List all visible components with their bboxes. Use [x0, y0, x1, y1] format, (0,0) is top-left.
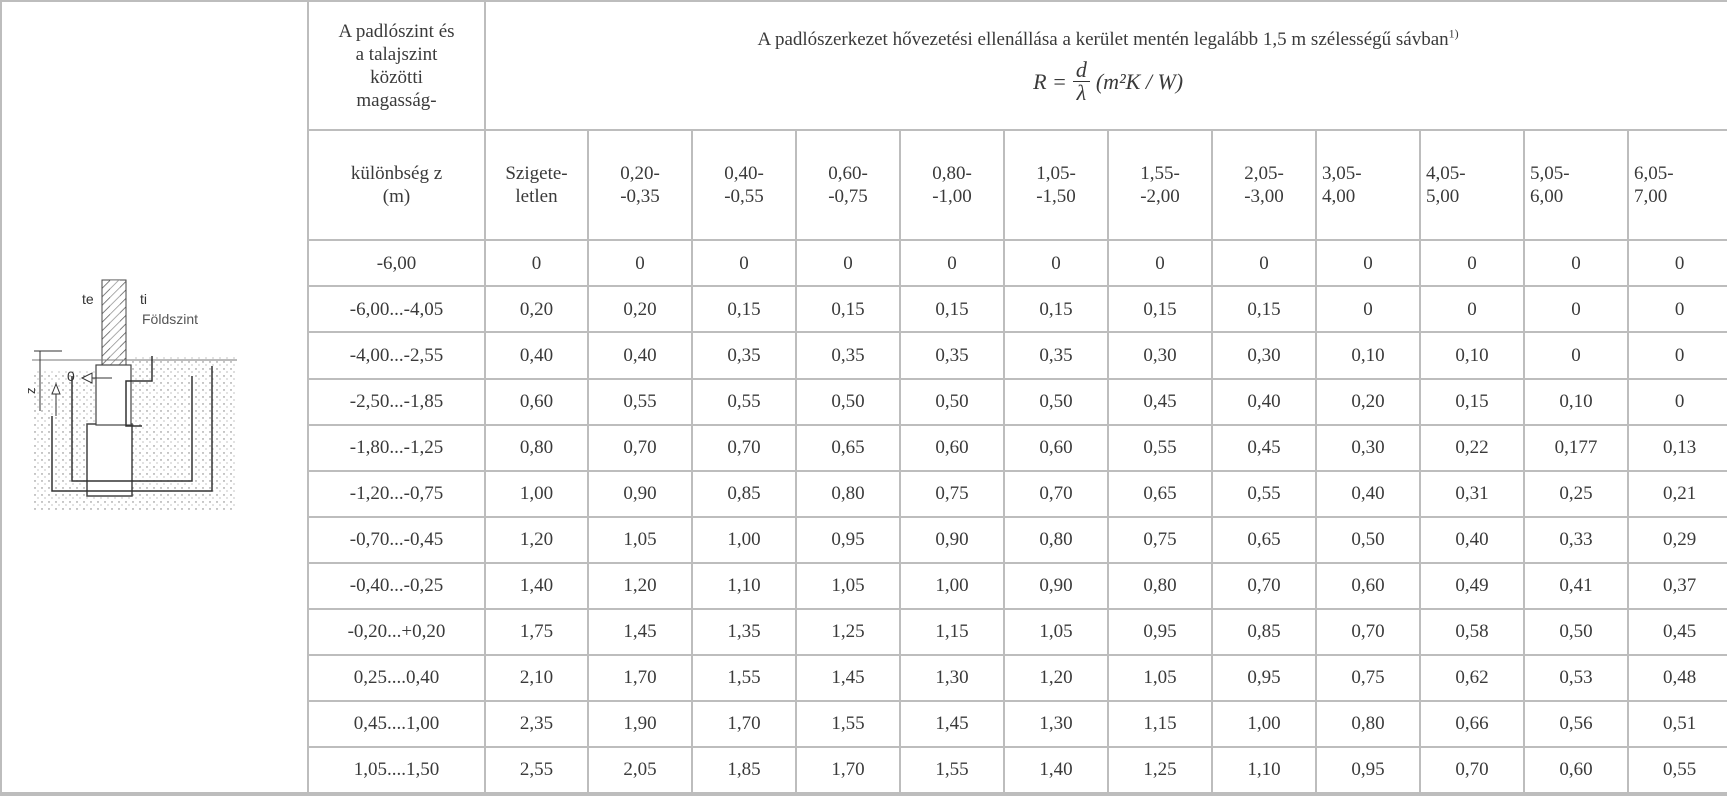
- column-header: [1524, 130, 1628, 240]
- column-header: [900, 130, 1004, 240]
- resistance-value-cell: 0,35: [1004, 332, 1108, 378]
- resistance-title-cell: [485, 1, 1727, 130]
- resistance-value-cell: 1,75: [485, 609, 588, 655]
- resistance-value-cell: 0,80: [485, 425, 588, 471]
- column-header: [1316, 130, 1420, 240]
- z-value-cell: -6,00...-4,05: [308, 286, 485, 332]
- resistance-value-cell: 0,75: [1108, 517, 1212, 563]
- resistance-value-cell: 0,25: [1524, 471, 1628, 517]
- resistance-value-cell: 1,45: [900, 701, 1004, 747]
- formula-fraction: [1073, 56, 1090, 105]
- resistance-value-cell: 0,80: [1316, 701, 1420, 747]
- z-label: z: [23, 387, 38, 394]
- resistance-value-cell: 0,65: [1108, 471, 1212, 517]
- resistance-value-cell: 0: [692, 240, 796, 286]
- height-diff-line: A padlószint és: [338, 20, 455, 42]
- resistance-value-cell: 0,15: [1212, 286, 1316, 332]
- resistance-value-cell: 0,75: [1316, 655, 1420, 701]
- column-header-line: -3,00: [1244, 186, 1284, 208]
- resistance-value-cell: 1,20: [588, 563, 692, 609]
- resistance-value-cell: 0,95: [1316, 747, 1420, 793]
- resistance-value-cell: 0: [1524, 286, 1628, 332]
- column-header: [485, 130, 588, 240]
- resistance-value-cell: 0,55: [1212, 471, 1316, 517]
- column-header: [1004, 130, 1108, 240]
- column-header-line: 5,05-: [1530, 163, 1570, 185]
- resistance-value-cell: 0,50: [796, 379, 900, 425]
- resistance-value-cell: 0,40: [1212, 379, 1316, 425]
- z-value-cell: 1,05....1,50: [308, 747, 485, 793]
- resistance-value-cell: 0,95: [796, 517, 900, 563]
- resistance-value-cell: 0,22: [1420, 425, 1524, 471]
- resistance-value-cell: 0,10: [1316, 332, 1420, 378]
- soil-area: [32, 371, 237, 511]
- resistance-value-cell: 0,85: [692, 471, 796, 517]
- z-value-cell: -1,20...-0,75: [308, 471, 485, 517]
- resistance-value-cell: 0,10: [1524, 379, 1628, 425]
- resistance-value-cell: 1,55: [796, 701, 900, 747]
- resistance-value-cell: 0: [1524, 240, 1628, 286]
- resistance-value-cell: 1,25: [796, 609, 900, 655]
- te-label: te: [82, 291, 94, 307]
- column-header-line: 0,60-: [828, 163, 868, 185]
- column-header-line: -0,55: [724, 186, 764, 208]
- resistance-value-cell: 0,20: [1316, 379, 1420, 425]
- resistance-value-cell: 0,70: [1212, 563, 1316, 609]
- resistance-value-cell: 0: [485, 240, 588, 286]
- z-value-cell: 0,25....0,40: [308, 655, 485, 701]
- resistance-value-cell: 2,35: [485, 701, 588, 747]
- resistance-value-cell: 0,60: [1316, 563, 1420, 609]
- column-header-line: 1,05-: [1036, 163, 1076, 185]
- resistance-value-cell: 0,30: [1212, 332, 1316, 378]
- resistance-value-cell: 0,45: [1628, 609, 1727, 655]
- resistance-value-cell: 0,50: [1524, 609, 1628, 655]
- resistance-value-cell: 0,55: [1628, 747, 1727, 793]
- column-header: [1628, 130, 1727, 240]
- resistance-value-cell: 1,05: [1004, 609, 1108, 655]
- resistance-value-cell: 0,49: [1420, 563, 1524, 609]
- height-diff-header: [308, 1, 485, 130]
- height-diff-line: közötti: [370, 66, 423, 88]
- resistance-value-cell: 0: [1212, 240, 1316, 286]
- resistance-value-cell: 0: [796, 240, 900, 286]
- resistance-value-cell: 0,45: [1108, 379, 1212, 425]
- resistance-value-cell: 0,15: [900, 286, 1004, 332]
- resistance-value-cell: 2,05: [588, 747, 692, 793]
- title-footnote: 1): [1448, 26, 1459, 41]
- resistance-value-cell: 0,13: [1628, 425, 1727, 471]
- resistance-value-cell: 0,58: [1420, 609, 1524, 655]
- resistance-value-cell: 1,35: [692, 609, 796, 655]
- resistance-value-cell: 0,65: [796, 425, 900, 471]
- resistance-value-cell: 0,65: [1212, 517, 1316, 563]
- height-diff-header-cont: [308, 130, 485, 240]
- resistance-value-cell: 0,50: [900, 379, 1004, 425]
- z-value-cell: -0,20...+0,20: [308, 609, 485, 655]
- resistance-value-cell: 0: [1004, 240, 1108, 286]
- column-header: [588, 130, 692, 240]
- formula-unit: (m²K / W): [1095, 68, 1184, 94]
- resistance-value-cell: 0: [1108, 240, 1212, 286]
- resistance-value-cell: 0,50: [1004, 379, 1108, 425]
- column-header-line: 5,00: [1426, 186, 1460, 208]
- resistance-value-cell: 0,15: [1004, 286, 1108, 332]
- resistance-value-cell: 0,50: [1316, 517, 1420, 563]
- resistance-value-cell: 1,00: [692, 517, 796, 563]
- resistance-value-cell: 2,55: [485, 747, 588, 793]
- resistance-value-cell: 0,60: [1524, 747, 1628, 793]
- resistance-value-cell: 0,95: [1108, 609, 1212, 655]
- resistance-value-cell: 0,21: [1628, 471, 1727, 517]
- column-header-line: 0,40-: [724, 163, 764, 185]
- resistance-value-cell: 0,33: [1524, 517, 1628, 563]
- resistance-value-cell: 0: [1420, 286, 1524, 332]
- resistance-value-cell: 1,00: [1212, 701, 1316, 747]
- formula: [1033, 56, 1184, 105]
- resistance-value-cell: 1,70: [692, 701, 796, 747]
- resistance-value-cell: 1,40: [485, 563, 588, 609]
- resistance-value-cell: 0,55: [588, 379, 692, 425]
- resistance-value-cell: 0,55: [692, 379, 796, 425]
- resistance-value-cell: 1,20: [1004, 655, 1108, 701]
- resistance-value-cell: 1,45: [588, 609, 692, 655]
- resistance-value-cell: 0,15: [1108, 286, 1212, 332]
- column-header-line: -0,35: [620, 186, 660, 208]
- column-header-line: 7,00: [1634, 186, 1668, 208]
- column-header-line: 6,05-: [1634, 163, 1674, 185]
- resistance-value-cell: 0,90: [588, 471, 692, 517]
- header-row-1: [1, 1, 1727, 130]
- column-header: [692, 130, 796, 240]
- resistance-value-cell: 0,20: [485, 286, 588, 332]
- column-header: [1420, 130, 1524, 240]
- formula-lhs: R =: [1033, 68, 1067, 94]
- resistance-value-cell: 0,10: [1420, 332, 1524, 378]
- resistance-value-cell: 0,60: [1004, 425, 1108, 471]
- resistance-value-cell: 0,35: [796, 332, 900, 378]
- column-header-line: -2,00: [1140, 186, 1180, 208]
- resistance-value-cell: 0,48: [1628, 655, 1727, 701]
- resistance-value-cell: 0: [1316, 240, 1420, 286]
- resistance-value-cell: 0,66: [1420, 701, 1524, 747]
- column-header-line: -0,75: [828, 186, 868, 208]
- resistance-value-cell: 0,95: [1212, 655, 1316, 701]
- ground-level-label: Földszint: [142, 311, 199, 327]
- resistance-value-cell: 1,25: [1108, 747, 1212, 793]
- resistance-value-cell: 2,10: [485, 655, 588, 701]
- resistance-value-cell: 0,55: [1108, 425, 1212, 471]
- column-header-line: 2,05-: [1244, 163, 1284, 185]
- resistance-value-cell: 1,90: [588, 701, 692, 747]
- resistance-value-cell: 1,70: [796, 747, 900, 793]
- resistance-value-cell: 0: [1524, 332, 1628, 378]
- resistance-value-cell: 1,15: [900, 609, 1004, 655]
- column-header-line: 0,20-: [620, 163, 660, 185]
- height-diff-cont-line: (m): [382, 186, 411, 208]
- resistance-value-cell: 0,35: [692, 332, 796, 378]
- resistance-value-cell: 0,30: [1108, 332, 1212, 378]
- z-value-cell: -4,00...-2,55: [308, 332, 485, 378]
- zero-label: 0: [67, 368, 75, 384]
- z-value-cell: -6,00: [308, 240, 485, 286]
- height-diff-line: magasság-: [356, 89, 437, 111]
- resistance-value-cell: 0: [1628, 379, 1727, 425]
- resistance-value-cell: 0,60: [485, 379, 588, 425]
- resistance-value-cell: 0,70: [692, 425, 796, 471]
- column-header-line: -1,00: [932, 186, 972, 208]
- resistance-value-cell: 0,70: [1316, 609, 1420, 655]
- resistance-value-cell: 1,05: [588, 517, 692, 563]
- height-diff-cont-line: különbség z: [350, 163, 443, 185]
- z-value-cell: -1,80...-1,25: [308, 425, 485, 471]
- resistance-value-cell: 1,05: [796, 563, 900, 609]
- resistance-value-cell: 0,70: [1004, 471, 1108, 517]
- resistance-value-cell: 0,70: [1420, 747, 1524, 793]
- resistance-value-cell: 1,10: [692, 563, 796, 609]
- resistance-value-cell: 1,30: [900, 655, 1004, 701]
- z-value-cell: -0,70...-0,45: [308, 517, 485, 563]
- column-header: [1108, 130, 1212, 240]
- ti-label: ti: [140, 291, 147, 307]
- foundation-block: [87, 424, 132, 496]
- table-title: A padlószerkezet hővezetési ellenállása a kerület mentén legalább 1,5 m szélességű sávban: [757, 28, 1449, 50]
- resistance-value-cell: 0,51: [1628, 701, 1727, 747]
- resistance-value-cell: 1,55: [692, 655, 796, 701]
- resistance-value-cell: 1,30: [1004, 701, 1108, 747]
- resistance-value-cell: 0,70: [588, 425, 692, 471]
- resistance-value-cell: 0,62: [1420, 655, 1524, 701]
- resistance-value-cell: 0,80: [1004, 517, 1108, 563]
- resistance-value-cell: 0,15: [692, 286, 796, 332]
- resistance-value-cell: 1,00: [485, 471, 588, 517]
- resistance-value-cell: 0,90: [1004, 563, 1108, 609]
- resistance-value-cell: 0,31: [1420, 471, 1524, 517]
- resistance-value-cell: 0,45: [1212, 425, 1316, 471]
- resistance-value-cell: 0,80: [1108, 563, 1212, 609]
- column-header-line: 4,05-: [1426, 163, 1466, 185]
- resistance-value-cell: 0,37: [1628, 563, 1727, 609]
- resistance-value-cell: 0: [1316, 286, 1420, 332]
- column-header-line: 6,00: [1530, 186, 1564, 208]
- z-value-cell: -2,50...-1,85: [308, 379, 485, 425]
- formula-numerator: d: [1073, 59, 1090, 82]
- bottom-border: [0, 794, 1727, 796]
- resistance-value-cell: 0,90: [900, 517, 1004, 563]
- resistance-value-cell: 1,85: [692, 747, 796, 793]
- height-diff-line: a talajszint: [355, 43, 438, 65]
- resistance-value-cell: 0,60: [900, 425, 1004, 471]
- resistance-value-cell: 0,56: [1524, 701, 1628, 747]
- resistance-value-cell: 1,45: [796, 655, 900, 701]
- resistance-value-cell: 1,55: [900, 747, 1004, 793]
- resistance-value-cell: 0,53: [1524, 655, 1628, 701]
- resistance-value-cell: 0,85: [1212, 609, 1316, 655]
- resistance-value-cell: 0,29: [1628, 517, 1727, 563]
- column-header-line: letlen: [515, 186, 558, 208]
- z-value-cell: -0,40...-0,25: [308, 563, 485, 609]
- resistance-value-cell: 0: [1628, 286, 1727, 332]
- floor-section-diagram: [12, 276, 242, 526]
- resistance-value-cell: 1,15: [1108, 701, 1212, 747]
- column-header-line: Szigete-: [505, 163, 568, 185]
- resistance-value-cell: 1,20: [485, 517, 588, 563]
- ground-surface: [132, 356, 237, 374]
- resistance-value-cell: 0,75: [900, 471, 1004, 517]
- resistance-value-cell: 0: [1628, 332, 1727, 378]
- resistance-value-cell: 0,20: [588, 286, 692, 332]
- resistance-value-cell: 1,10: [1212, 747, 1316, 793]
- resistance-value-cell: 0,40: [588, 332, 692, 378]
- resistance-value-cell: 0,30: [1316, 425, 1420, 471]
- column-header: [796, 130, 900, 240]
- resistance-value-cell: 0,41: [1524, 563, 1628, 609]
- resistance-value-cell: 0,40: [1420, 517, 1524, 563]
- column-header-line: -1,50: [1036, 186, 1076, 208]
- column-header: [1212, 130, 1316, 240]
- z-value-cell: 0,45....1,00: [308, 701, 485, 747]
- floor-diagram-cell: [1, 1, 308, 793]
- column-header-line: 4,00: [1322, 186, 1356, 208]
- resistance-value-cell: 0,35: [900, 332, 1004, 378]
- resistance-value-cell: 1,70: [588, 655, 692, 701]
- resistance-value-cell: 0: [1420, 240, 1524, 286]
- resistance-value-cell: 0,177: [1524, 425, 1628, 471]
- resistance-value-cell: 1,00: [900, 563, 1004, 609]
- resistance-value-cell: 0: [588, 240, 692, 286]
- resistance-value-cell: 1,05: [1108, 655, 1212, 701]
- column-header-line: 1,55-: [1140, 163, 1180, 185]
- formula-denominator: λ: [1076, 79, 1087, 105]
- resistance-value-cell: 0,40: [485, 332, 588, 378]
- resistance-value-cell: 0: [900, 240, 1004, 286]
- resistance-value-cell: 1,40: [1004, 747, 1108, 793]
- resistance-value-cell: 0,80: [796, 471, 900, 517]
- column-header-line: 3,05-: [1322, 163, 1362, 185]
- column-header-line: 0,80-: [932, 163, 972, 185]
- resistance-value-cell: 0,15: [1420, 379, 1524, 425]
- resistance-value-cell: 0,15: [796, 286, 900, 332]
- resistance-value-cell: 0: [1628, 240, 1727, 286]
- resistance-value-cell: 0,40: [1316, 471, 1420, 517]
